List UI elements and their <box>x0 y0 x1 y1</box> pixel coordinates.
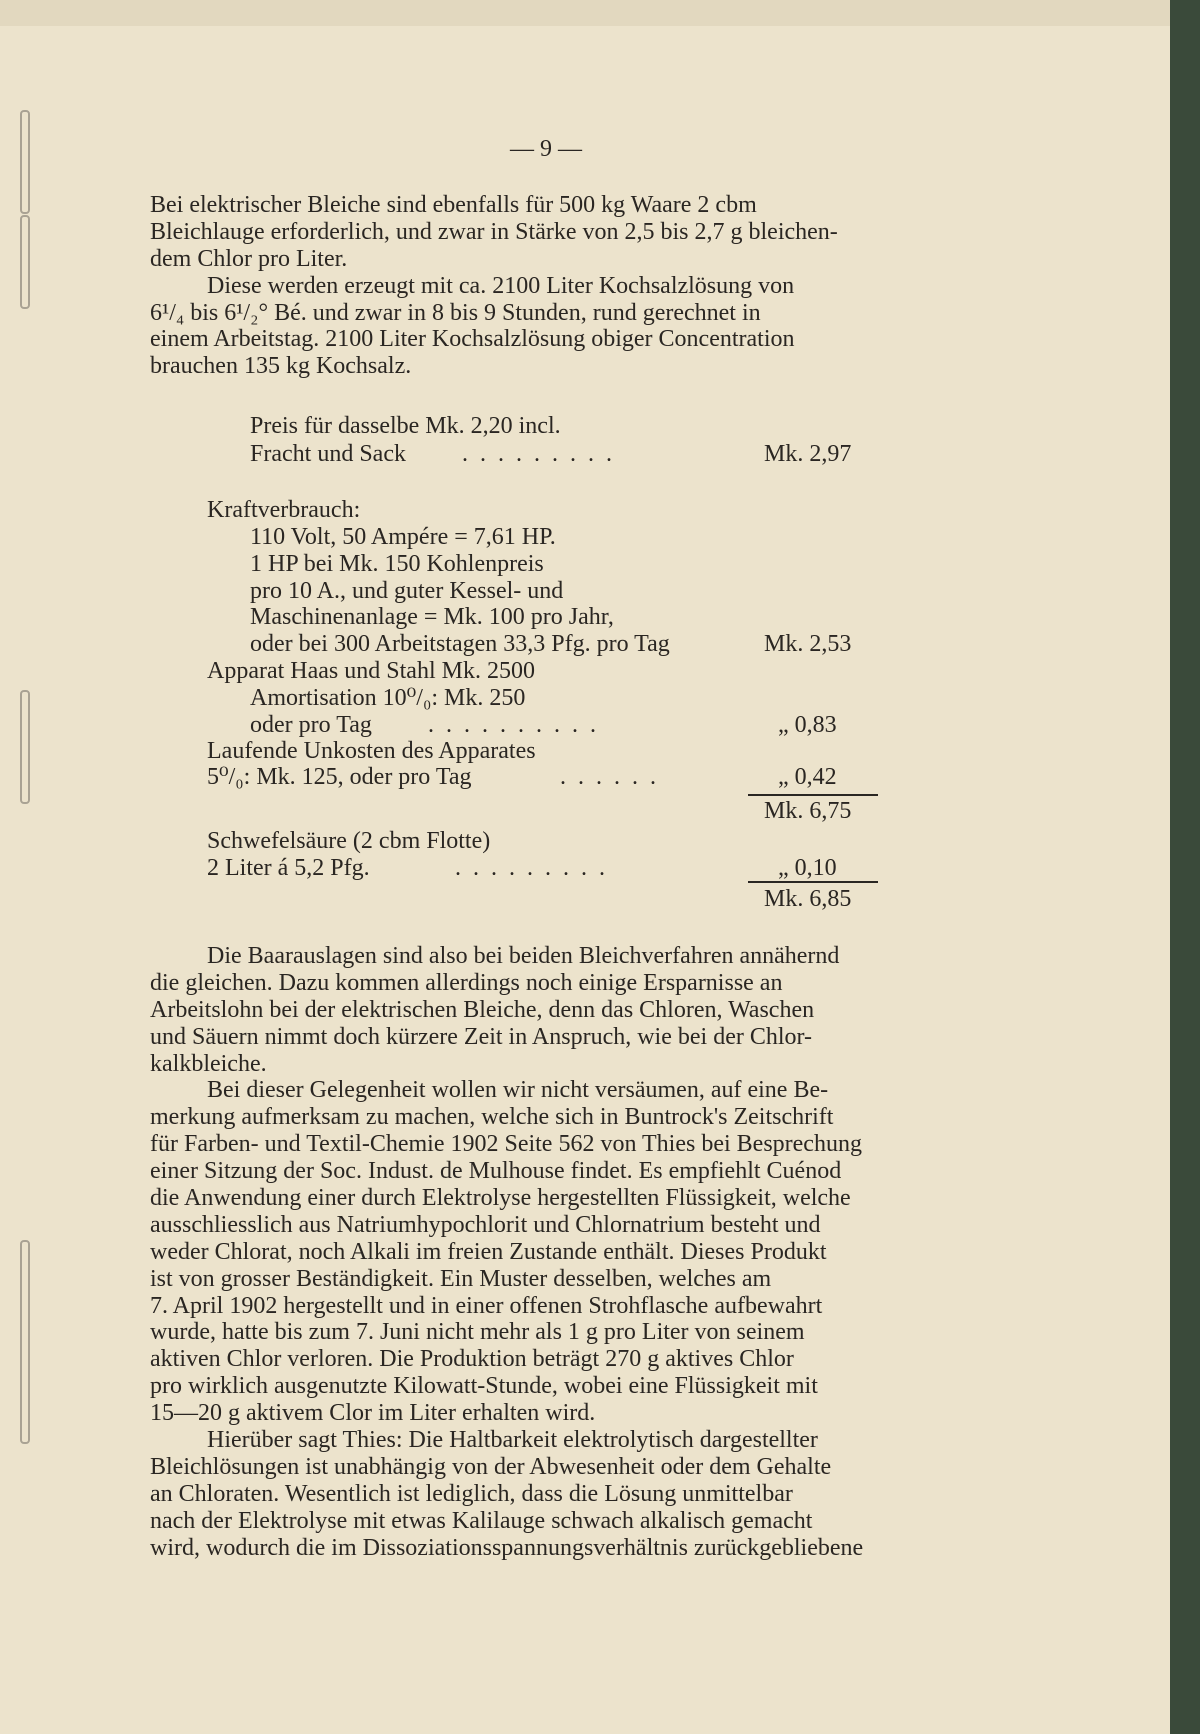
sum-rule <box>748 794 878 796</box>
cost-kraft-line: 110 Volt, 50 Ampére = 7,61 HP. <box>250 524 556 550</box>
text-line: Hierüber sagt Thies: Die Haltbarkeit elektrolytisch dargestellter <box>207 1427 818 1454</box>
text-line: Bleichlauge erforderlich, und zwar in Stärke von 2,5 bis 2,7 g bleichen- <box>150 218 838 245</box>
cost-preis: Preis für dasselbe Mk. 2,20 incl. <box>250 413 561 439</box>
text-line: für Farben- und Textil-Chemie 1902 Seite 562 von Thies bei Besprechung <box>150 1131 862 1158</box>
cost-unkosten-line: Laufende Unkosten des Apparates <box>207 738 536 764</box>
leader-dots: .......... <box>428 712 608 738</box>
text-line: 15—20 g aktivem Clor im Liter erhalten wird. <box>150 1400 596 1427</box>
cost-kraft-line: pro 10 A., und guter Kessel- und <box>250 578 564 604</box>
cost-kraft-line: oder bei 300 Arbeitstagen 33,3 Pfg. pro Tag <box>250 631 670 657</box>
text-line: wird, wodurch die im Dissoziationsspannungsverhältnis zurückgebliebene <box>150 1534 864 1561</box>
cost-unkosten-line: 5⁰/₀: Mk. 125, oder pro Tag <box>207 764 472 790</box>
leader-dots: ......... <box>455 855 617 881</box>
binding-stitch <box>20 110 30 214</box>
binding-stitch <box>20 215 30 309</box>
cost-unkosten-value: „ 0,42 <box>778 764 837 790</box>
text-line: und Säuern nimmt doch kürzere Zeit in Anspruch, wie bei der Chlor- <box>150 1023 813 1050</box>
intro-paragraph <box>150 192 990 380</box>
text-line: die gleichen. Dazu kommen allerdings noch einige Ersparnisse an <box>150 969 783 996</box>
text-line: einem Arbeitstag. 2100 Liter Kochsalzlösung obiger Concentration <box>150 326 795 353</box>
text-line: merkung aufmerksam zu machen, welche sich in Buntrock's Zeitschrift <box>150 1104 834 1131</box>
text-line: Diese werden erzeugt mit ca. 2100 Liter Kochsalzlösung von <box>207 272 795 299</box>
leader-dots: ......... <box>462 441 624 467</box>
text-line: aktiven Chlor verloren. Die Produktion beträgt 270 g aktives Chlor <box>150 1346 794 1373</box>
cost-schwefel-line: 2 Liter á 5,2 Pfg. <box>207 855 370 881</box>
cost-schwefel-line: Schwefelsäure (2 cbm Flotte) <box>207 828 491 854</box>
page-top-edge <box>0 0 1170 26</box>
text-line: kalkbleiche. <box>150 1050 267 1077</box>
text-line: ausschliesslich aus Natriumhypochlorit und Chlornatrium besteht und <box>150 1211 821 1238</box>
text-line: einer Sitzung der Soc. Indust. de Mulhouse findet. Es empfiehlt Cuénod <box>150 1158 842 1185</box>
cost-pro-tag-label: oder pro Tag <box>250 712 372 738</box>
cost-schwefel-value: „ 0,10 <box>778 855 837 881</box>
text-line: ist von grosser Beständigkeit. Ein Muster desselben, welches am <box>150 1265 772 1292</box>
total-rule <box>748 881 878 883</box>
cost-apparat: Apparat Haas und Stahl Mk. 2500 <box>207 658 535 684</box>
text-line: Bei dieser Gelegenheit wollen wir nicht versäumen, auf eine Be- <box>207 1077 829 1104</box>
text-line: pro wirklich ausgenutzte Kilowatt-Stunde, wobei eine Flüssigkeit mit <box>150 1373 818 1400</box>
cost-fracht-value: Mk. 2,97 <box>764 441 852 467</box>
leader-dots: ...... <box>560 764 668 790</box>
cost-pro-tag-value: „ 0,83 <box>778 712 837 738</box>
binding-stitch <box>20 690 30 804</box>
text-line: 7. April 1902 hergestellt und in einer offenen Strohflasche aufbewahrt <box>150 1292 823 1319</box>
cost-total: Mk. 6,85 <box>764 886 852 912</box>
text-line: die Anwendung einer durch Elektrolyse hergestellten Flüssigkeit, welche <box>150 1185 851 1212</box>
cost-kraft-line: 1 HP bei Mk. 150 Kohlenpreis <box>250 551 544 577</box>
page-number: — 9 — <box>510 136 582 162</box>
text-line: Bei elektrischer Bleiche sind ebenfalls für 500 kg Waare 2 cbm <box>150 192 757 218</box>
text-line: an Chloraten. Wesentlich ist lediglich, dass die Lösung unmittelbar <box>150 1480 793 1507</box>
binding-stitch <box>20 1240 30 1444</box>
cost-amortisation: Amortisation 10⁰/₀: Mk. 250 <box>250 685 526 711</box>
text-line: dem Chlor pro Liter. <box>150 245 348 272</box>
text-line: brauchen 135 kg Kochsalz. <box>150 353 412 380</box>
cost-kraft-value: Mk. 2,53 <box>764 631 852 657</box>
text-line: Die Baarauslagen sind also bei beiden Bleichverfahren annähernd <box>207 943 840 969</box>
text-line: Arbeitslohn bei der elektrischen Bleiche, denn das Chloren, Waschen <box>150 996 815 1023</box>
text-line: wurde, hatte bis zum 7. Juni nicht mehr als 1 g pro Liter von seinem <box>150 1319 805 1346</box>
cost-subtotal: Mk. 6,75 <box>764 798 852 824</box>
text-line: weder Chlorat, noch Alkali im freien Zustande enthält. Dieses Produkt <box>150 1238 827 1265</box>
cost-fracht-label: Fracht und Sack <box>250 441 406 467</box>
text-line: Bleichlösungen ist unabhängig von der Abwesenheit oder dem Gehalte <box>150 1453 832 1480</box>
cost-kraft-line: Maschinenanlage = Mk. 100 pro Jahr, <box>250 604 614 630</box>
text-line: nach der Elektrolyse mit etwas Kalilauge schwach alkalisch gemacht <box>150 1507 813 1534</box>
text-line: 6¹/₄ bis 6¹/₂° Bé. und zwar in 8 bis 9 Stunden, rund gerechnet in <box>150 299 761 326</box>
body-paragraphs <box>150 943 990 1561</box>
cost-kraft-heading: Kraftverbrauch: <box>207 497 361 523</box>
